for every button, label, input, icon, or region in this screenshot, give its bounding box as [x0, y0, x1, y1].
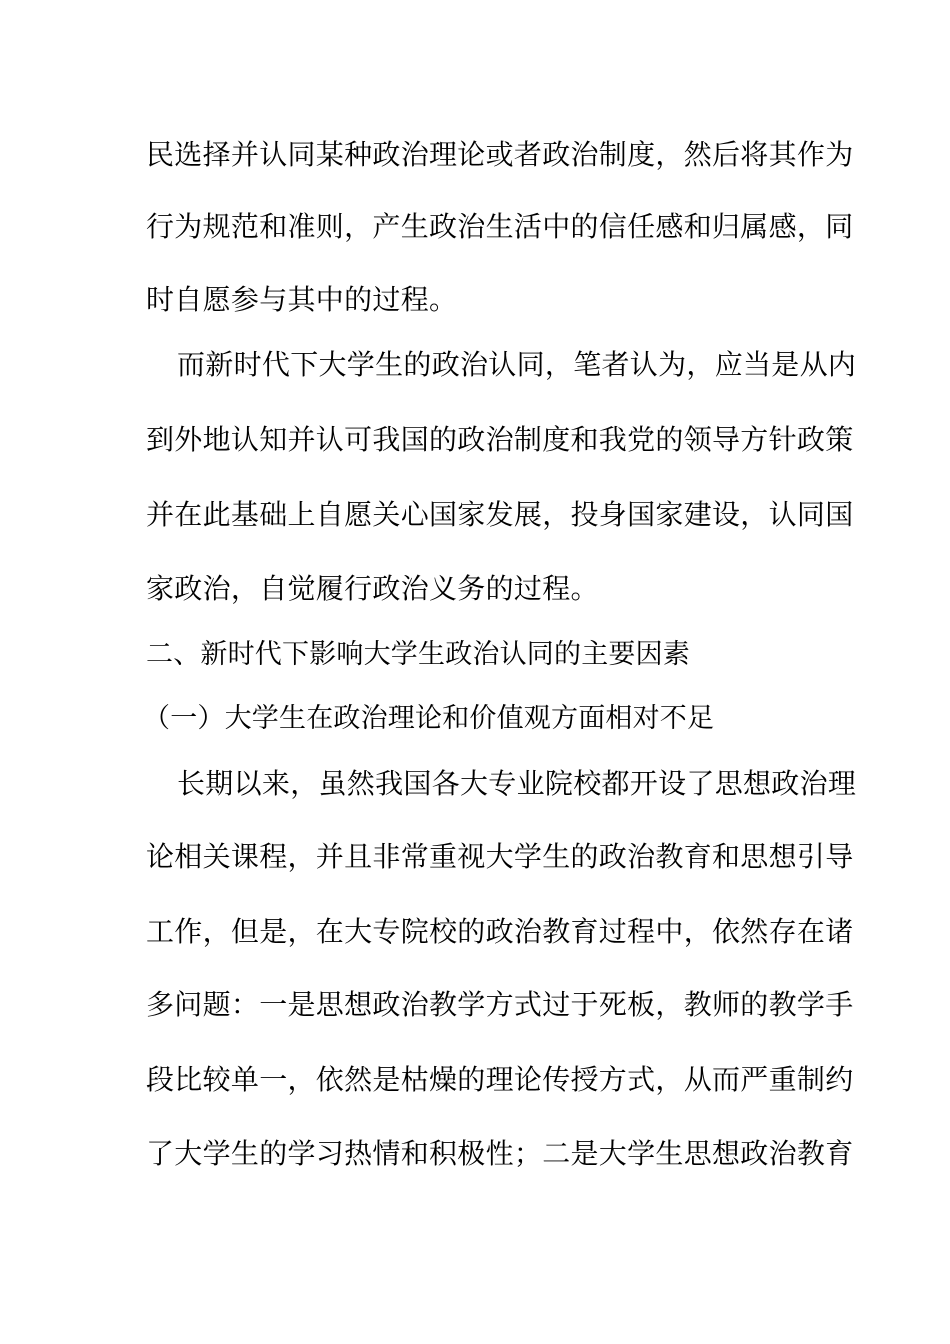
paragraph-line: 工作，但是，在大专院校的政治教育过程中，依然存在诸	[146, 915, 854, 948]
paragraph-line: 长期以来，虽然我国各大专业院校都开设了思想政治理	[177, 767, 857, 800]
section-heading: 二、新时代下影响大学生政治认同的主要因素	[146, 639, 690, 670]
paragraph-line: 了大学生的学习热情和积极性；二是大学生思想政治教育	[146, 1137, 854, 1170]
paragraph-line: 段比较单一，依然是枯燥的理论传授方式，从而严重制约	[146, 1063, 854, 1096]
paragraph-line: 而新时代下大学生的政治认同，笔者认为，应当是从内	[177, 348, 857, 381]
paragraph-line: 民选择并认同某种政治理论或者政治制度，然后将其作为	[146, 138, 854, 171]
paragraph-line: 时自愿参与其中的过程。	[146, 283, 458, 316]
paragraph-line: 家政治，自觉履行政治义务的过程。	[146, 572, 599, 605]
paragraph-line: 行为规范和准则，产生政治生活中的信任感和归属感，同	[146, 210, 854, 243]
subsection-heading: （一）大学生在政治理论和价值观方面相对不足	[143, 703, 715, 734]
paragraph-line: 并在此基础上自愿关心国家发展，投身国家建设，认同国	[146, 498, 854, 531]
paragraph-line: 到外地认知并认可我国的政治制度和我党的领导方针政策	[146, 423, 854, 456]
paragraph-line: 论相关课程，并且非常重视大学生的政治教育和思想引导	[146, 840, 854, 873]
paragraph-line: 多问题：一是思想政治教学方式过于死板，教师的教学手	[146, 988, 854, 1021]
